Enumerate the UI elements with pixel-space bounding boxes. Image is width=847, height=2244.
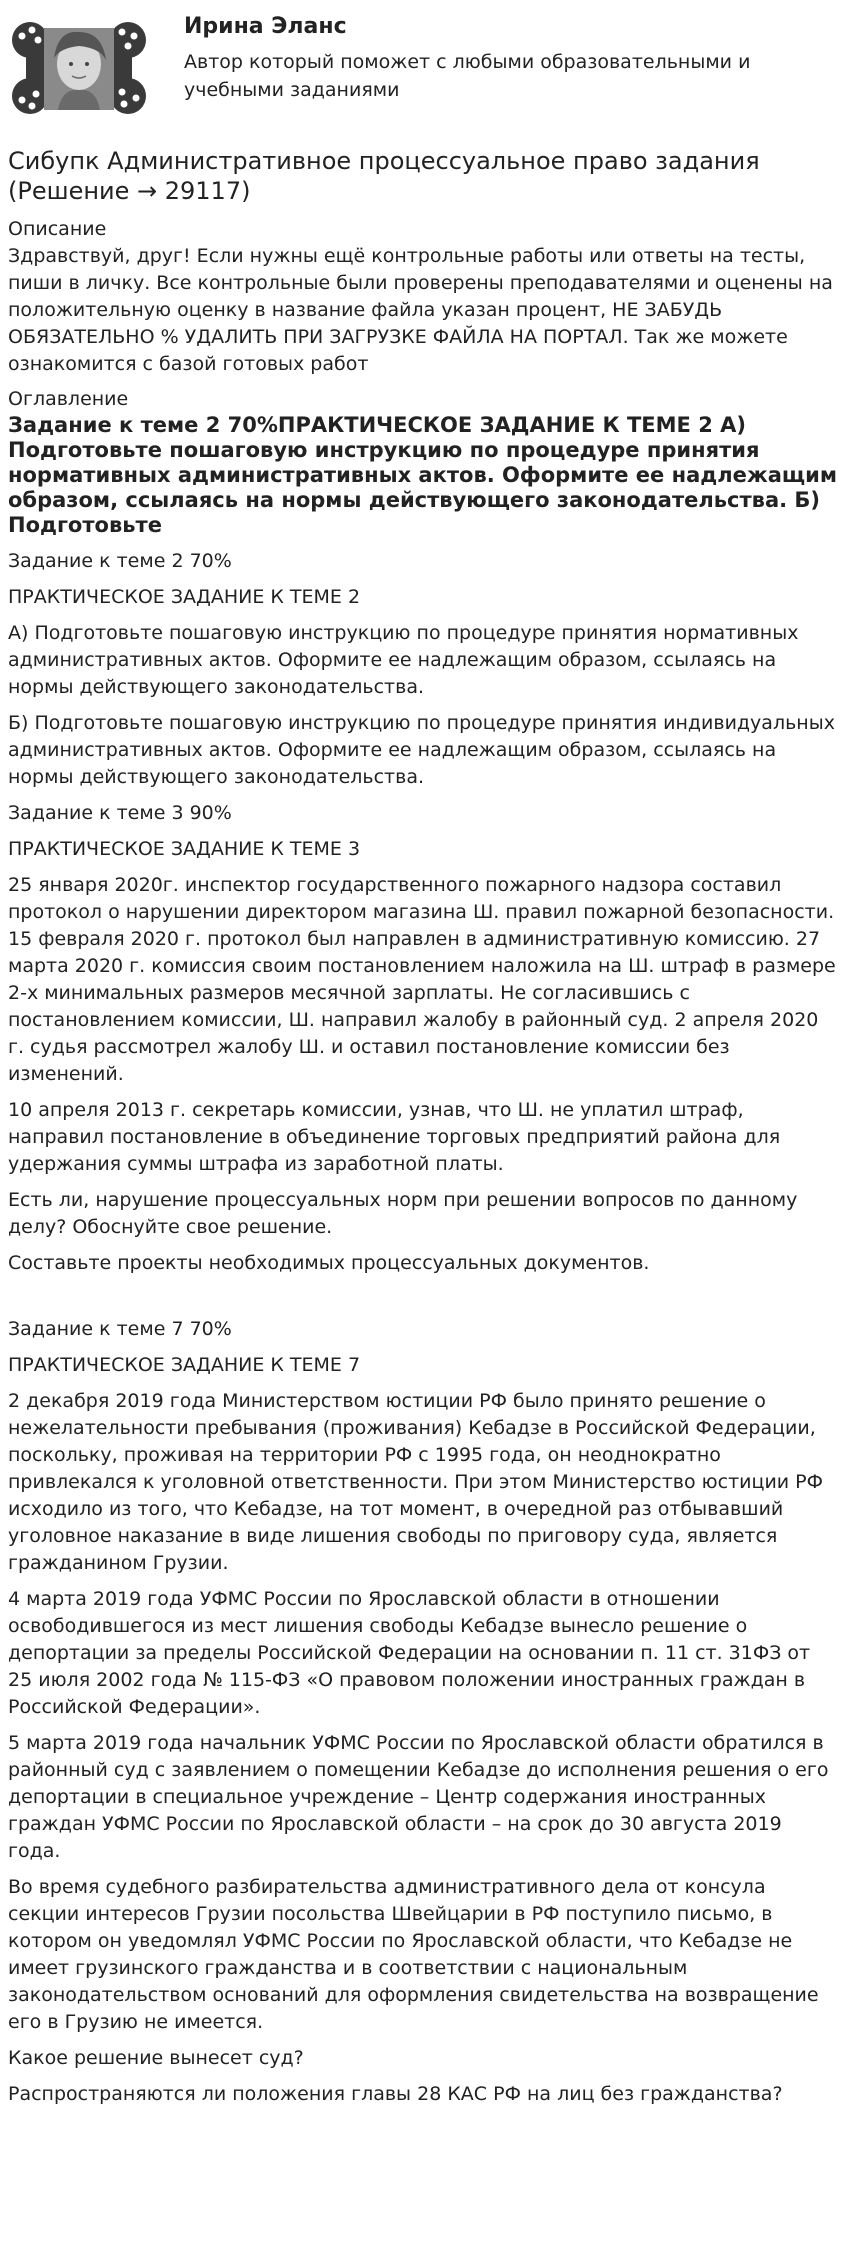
paragraph: А) Подготовьте пошаговую инструкцию по процедуре принятия нормативных административных актов. Оформите ее надлежащим образом, ссылаясь на нормы действующего законодательства. [8, 622, 799, 698]
spacer [8, 1286, 838, 1316]
toc-title: Задание к теме 2 70%ПРАКТИЧЕСКОЕ ЗАДАНИЕ К ТЕМЕ 2 А) Подготовьте пошаговую инструкцию по процедуре принятия нормативных административных актов. Оформите ее надлежащим образом, ссылаясь на нормы действующего законодательства. Б) Подготовьте [8, 413, 837, 537]
paragraph: ПРАКТИЧЕСКОЕ ЗАДАНИЕ К ТЕМЕ 2 [8, 586, 361, 608]
paragraph: Задание к теме 3 90% [8, 802, 232, 824]
paragraph: ПРАКТИЧЕСКОЕ ЗАДАНИЕ К ТЕМЕ 3 [8, 838, 361, 860]
author-card [0, 0, 847, 130]
paragraph: Какое решение вынесет суд? [8, 2047, 304, 2069]
paragraph: Задание к теме 2 70% [8, 550, 232, 572]
paragraph: 5 марта 2019 года начальник УФМС России по Ярославской области обратился в районный суд с заявлением о помещении Кебадзе до исполнения решения о его депортации в специальное учреждение – Центр содержания иностранных граждан УФМС России по Ярославской области – на срок до 30 августа 2019 года. [8, 1732, 829, 1862]
author-name[interactable]: Ирина Эланс [184, 14, 347, 39]
paragraph: ПРАКТИЧЕСКОЕ ЗАДАНИЕ К ТЕМЕ 7 [8, 1354, 361, 1376]
document-title: Сибупк Административное процессуальное право задания (Решение → 29117) [8, 147, 760, 205]
description-label: Описание [8, 218, 107, 240]
document-content [8, 146, 838, 2117]
paragraph: 25 января 2020г. инспектор государственного пожарного надзора составил протокол о нарушении директором магазина Ш. правил пожарной безопасности. 15 февраля 2020 г. протокол был направлен в административную комиссию. 27 марта 2020 г. комиссия своим постановлением наложила на Ш. штраф в размере 2-х минимальных размеров месячной зарплаты. Не согласившись с постановлением комиссии, Ш. направил жалобу в районный суд. 2 апреля 2020 г. судья рассмотрел жалобу Ш. и оставил постановление комиссии без изменений. [8, 874, 836, 1085]
paragraph: Во время судебного разбирательства административного дела от консула секции интересов Грузии посольства Швейцарии в РФ поступило письмо, в котором он уведомлял УФМС России по Ярославской области, что Кебадзе не имеет грузинского гражданства и в соответствии с национальным законодательством оснований для оформления свидетельства на возвращение его в Грузию не имеется. [8, 1876, 819, 2033]
paragraph: Задание к теме 7 70% [8, 1318, 232, 1340]
paragraph: Есть ли, нарушение процессуальных норм при решении вопросов по данному делу? Обоснуйте свое решение. [8, 1189, 798, 1238]
paragraph: Распространяются ли положения главы 28 КАС РФ на лиц без гражданства? [8, 2083, 783, 2105]
toc-label: Оглавление [8, 388, 129, 410]
author-description: Автор который поможет с любыми образовательными и учебными заданиями [184, 51, 751, 101]
description-text: Здравствуй, друг! Если нужны ещё контрольные работы или ответы на тесты, пиши в личку. Все контрольные были проверены преподавателями и оценены на положительную оценку в название файла указан процент, НЕ ЗАБУДЬ ОБЯЗАТЕЛЬНО % УДАЛИТЬ ПРИ ЗАГРУЗКЕ ФАЙЛА НА ПОРТАЛ. Так же можете ознакомится с базой готовых работ [8, 245, 833, 375]
paragraph: Б) Подготовьте пошаговую инструкцию по процедуре принятия индивидуальных административных актов. Оформите ее надлежащим образом, ссылаясь на нормы действующего законодательства. [8, 712, 835, 788]
paragraph: Составьте проекты необходимых процессуальных документов. [8, 1252, 650, 1274]
author-avatar[interactable] [8, 18, 150, 118]
paragraph: 10 апреля 2013 г. секретарь комиссии, узнав, что Ш. не уплатил штраф, направил постановление в объединение торговых предприятий района для удержания суммы штрафа из заработной платы. [8, 1099, 781, 1175]
paragraph: 4 марта 2019 года УФМС России по Ярославской области в отношении освободившегося из мест лишения свободы Кебадзе вынесло решение о депортации за пределы Российской Федерации на основании п. 11 ст. 31ФЗ от 25 июля 2002 года № 115-ФЗ «О правовом положении иностранных граждан в Российской Федерации». [8, 1588, 811, 1718]
paragraph: 2 декабря 2019 года Министерством юстиции РФ было принято решение о нежелательности пребывания (проживания) Кебадзе в Российской Федерации, поскольку, проживая на территории РФ с 1995 года, он неоднократно привлекался к уголовной ответственности. При этом Министерство юстиции РФ исходило из того, что Кебадзе, на тот момент, в очередной раз отбывавший уголовное наказание в виде лишения свободы по приговору суда, является гражданином Грузии. [8, 1390, 823, 1574]
